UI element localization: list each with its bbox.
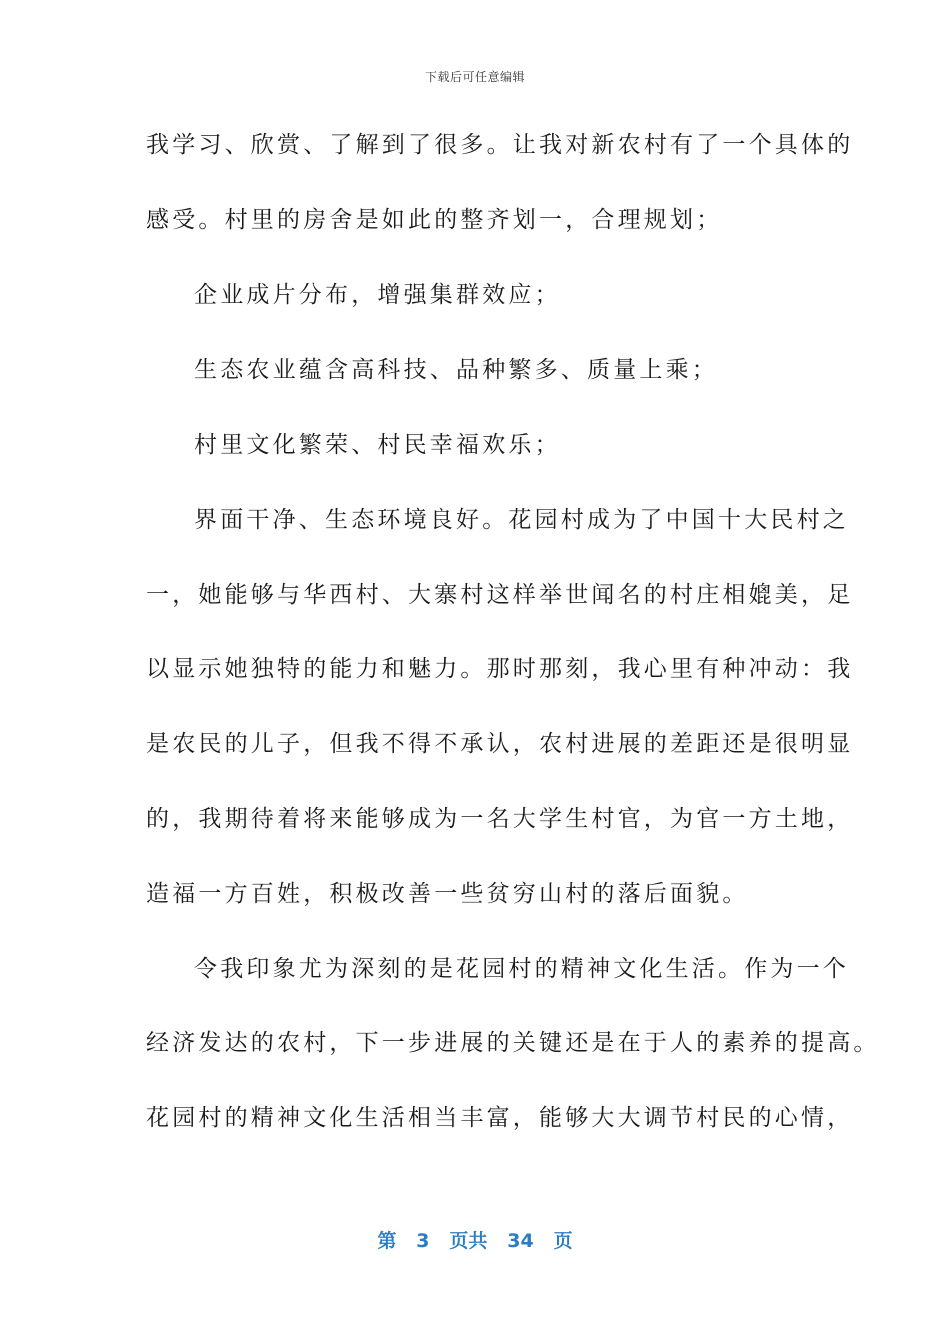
text-line: 是农民的儿子，但我不得不承认，农村进展的差距还是很明显 [146,731,854,757]
text-line: 界面干净、生态环境良好。花园村成为了中国十大民村之 [194,507,849,533]
text-line: 生态农业蕴含高科技、品种繁多、质量上乘； [194,357,718,383]
footer-prefix: 第 [377,1230,397,1252]
text-line: 企业成片分布，增强集群效应； [194,282,561,308]
footer-suffix: 页 [553,1230,573,1252]
footer-middle: 页共 [449,1230,488,1252]
text-line: 的，我期待着将来能够成为一名大学生村官，为官一方土地， [146,806,854,832]
text-line: 经济发达的农村，下一步进展的关键还是在于人的素养的提高。 [146,1030,880,1056]
text-line: 花园村的精神文化生活相当丰富，能够大大调节村民的心情， [146,1105,854,1131]
page-footer [0,1226,950,1253]
current-page-number: 3 [416,1230,430,1252]
text-line: 造福一方百姓，积极改善一些贫穷山村的落后面貌。 [146,881,749,907]
text-line: 村里文化繁荣、村民幸福欢乐； [194,432,561,458]
text-line: 一，她能够与华西村、大寨村这样举世闻名的村庄相媲美，足 [146,582,854,608]
text-line: 令我印象尤为深刻的是花园村的精神文化生活。作为一个 [194,956,849,982]
total-pages-number: 34 [507,1230,534,1252]
text-line: 感受。村里的房舍是如此的整齐划一，合理规划； [146,207,723,233]
text-line: 以显示她独特的能力和魅力。那时那刻，我心里有种冲动：我 [146,656,854,682]
page-header-note: 下载后可任意编辑 [424,70,525,84]
text-line: 我学习、欣赏、了解到了很多。让我对新农村有了一个具体的 [146,132,854,158]
